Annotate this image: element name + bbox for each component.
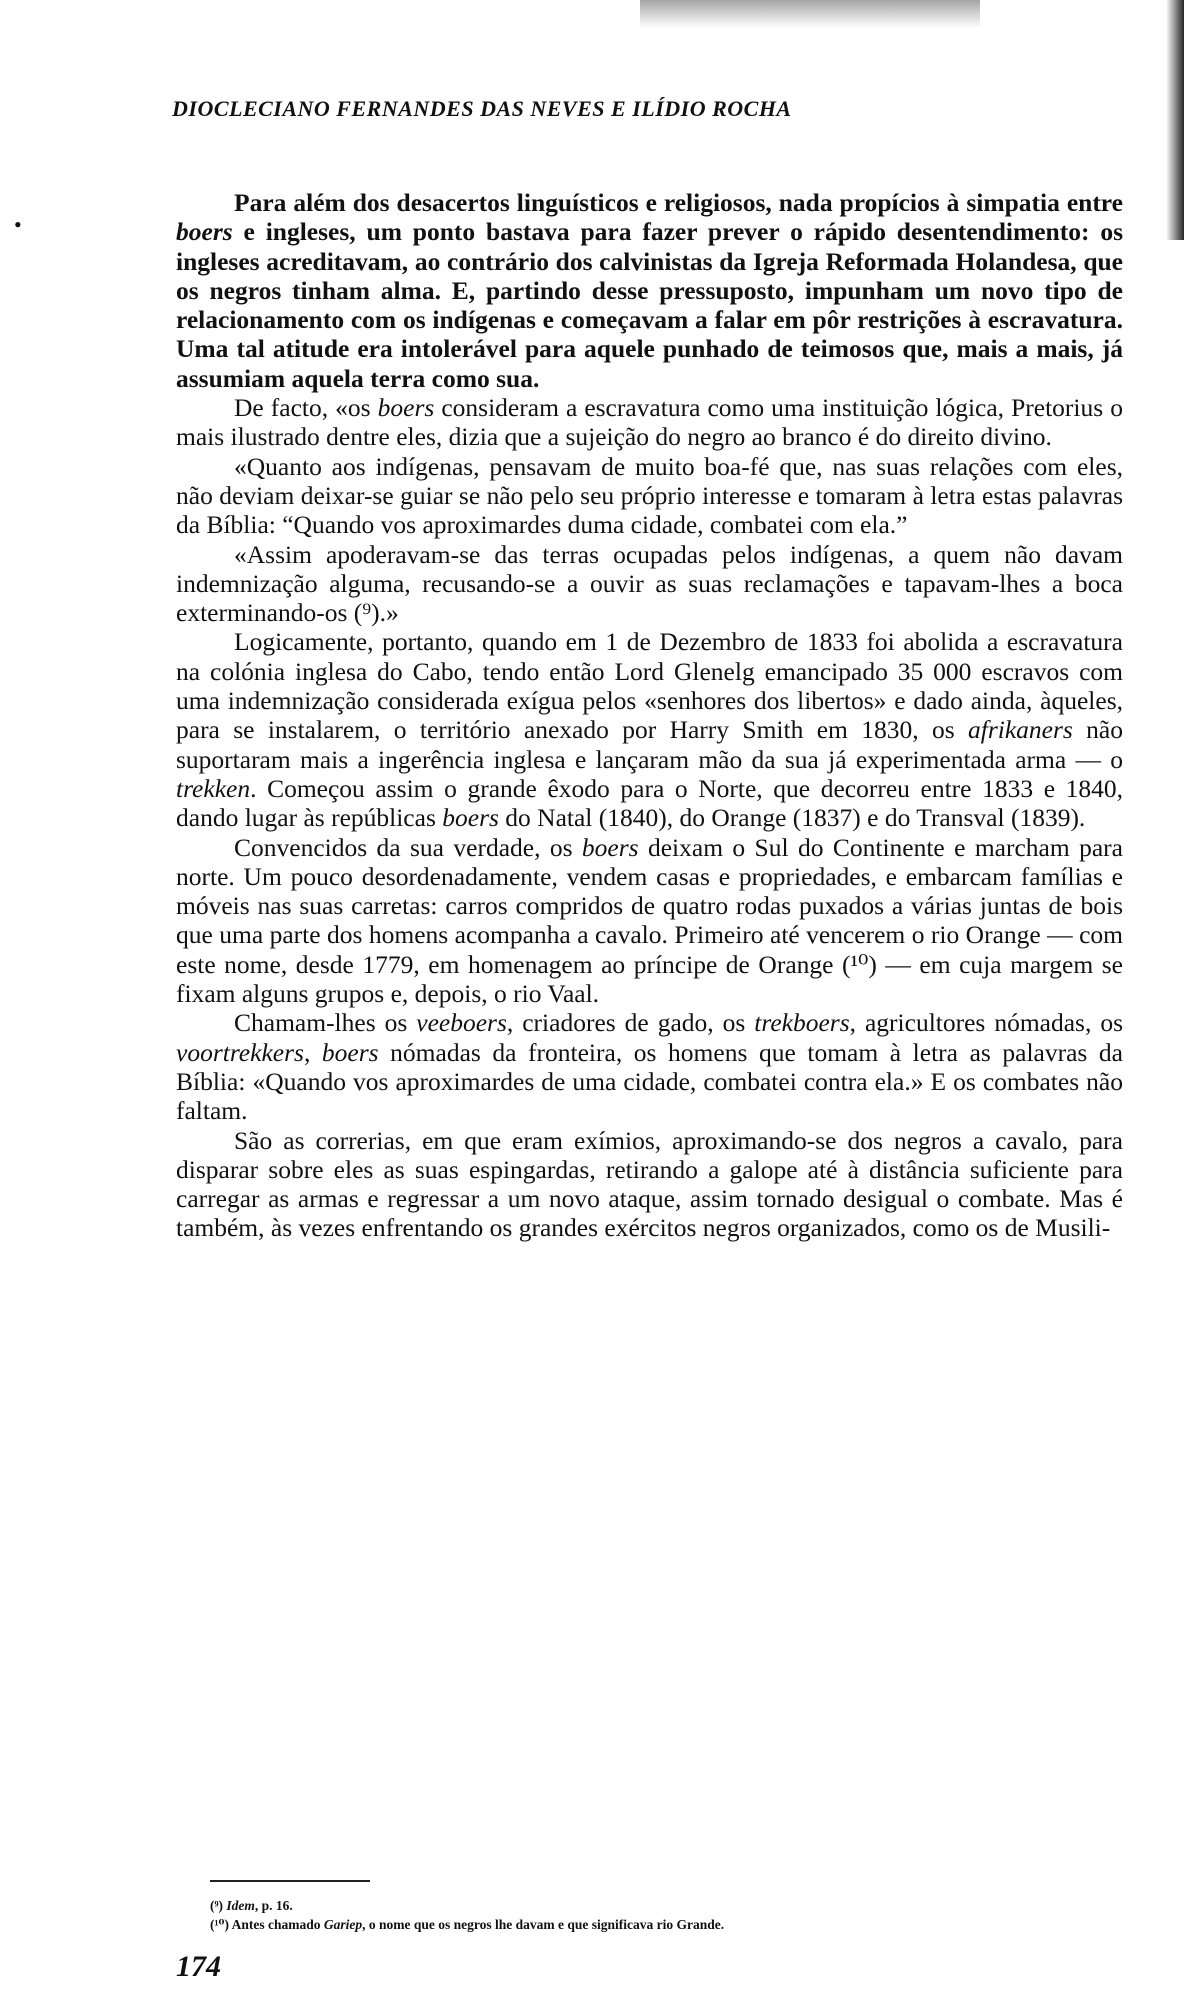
- margin-mark: •: [14, 212, 22, 237]
- paragraph: De facto, «os boers consideram a escravatura como uma instituição lógica, Pretorius o mais ilustrado dentre eles, dizia que a sujeição do negro ao branco é do direito divino.: [176, 393, 1123, 452]
- scan-shadow-right: [1166, 0, 1184, 240]
- footnote: (⁹) Idem, p. 16.: [210, 1898, 293, 1913]
- footnote: (¹⁰) Antes chamado Gariep, o nome que os negros lhe davam e que significava rio Grande.: [210, 1917, 725, 1932]
- running-head: DIOCLECIANO FERNANDES DAS NEVES E ILÍDIO ROCHA: [172, 96, 792, 121]
- page-number: 174: [176, 1950, 221, 1983]
- paragraph: «Assim apoderavam-se das terras ocupadas pelos indígenas, a quem não davam indemnização alguma, recusando-se a ouvir as suas reclamações e tapavam-lhes a boca exterminando-os (⁹).»: [176, 539, 1123, 628]
- paragraph: Para além dos desacertos linguísticos e religiosos, nada propícios à simpatia entre boers e ingleses, um ponto bastava para fazer prever o rápido desentendimento: os ingleses acreditavam, ao contrário dos calvinistas da Igreja Reformada Holandesa, que os negros tinham alma. E, partindo desse pressuposto, impunham um novo tipo de relacionamento com os indígenas e começavam a falar em pôr restrições à escravatura. Uma tal atitude era intolerável para aquele punhado de teimosos que, mais a mais, já assumiam aquela terra como sua.: [176, 188, 1123, 393]
- paragraph: São as correrias, em que eram exímios, aproximando-se dos negros a cavalo, para disparar sobre eles as suas espingardas, retirando a galope até à distância suficiente para carregar as armas e regressar a um novo ataque, assim tornado desigual o combate. Mas é também, às vezes enfrentando os grandes exércitos negros organizados, como os de Musili-: [176, 1125, 1123, 1243]
- footnote-rule: [210, 1880, 370, 1882]
- scan-shadow-top: [640, 0, 980, 28]
- paragraph: «Quanto aos indígenas, pensavam de muito boa-fé que, nas suas relações com eles, não deviam deixar-se guiar se não pelo seu próprio interesse e tomaram à letra estas palavras da Bíblia: “Quando vos aproximardes duma cidade, combatei com ela.”: [176, 451, 1123, 540]
- paragraph: Convencidos da sua verdade, os boers deixam o Sul do Continente e marcham para norte. Um pouco desordenadamente, vendem casas e propriedades, e embarcam famílias e móveis nas suas carretas: carros compridos de quatro rodas puxados a várias juntas de bois que uma parte dos homens acompanha a cavalo. Primeiro até vencerem o rio Orange — com este nome, desde 1779, em homenagem ao príncipe de Orange (¹⁰) — em cuja margem se fixam alguns grupos e, depois, o rio Vaal.: [176, 832, 1123, 1009]
- paragraph: Logicamente, portanto, quando em 1 de Dezembro de 1833 foi abolida a escravatura na colónia inglesa do Cabo, tendo então Lord Glenelg emancipado 35 000 escravos com uma indemnização considerada exígua pelos «senhores dos libertos» e dado ainda, àqueles, para se instalarem, o território anexado por Harry Smith em 1830, os afrikaners não suportaram mais a ingerência inglesa e lançaram mão da sua já experimentada arma — o trekken. Começou assim o grande êxodo para o Norte, que decorreu entre 1833 e 1840, dando lugar às repúblicas boers do Natal (1840), do Orange (1837) e do Transval (1839).: [176, 627, 1123, 833]
- paragraph: Chamam-lhes os veeboers, criadores de gado, os trekboers, agricultores nómadas, os voortrekkers, boers nómadas da fronteira, os homens que tomam à letra as palavras da Bíblia: «Quando vos aproximardes de uma cidade, combatei contra ela.» E os combates não faltam.: [176, 1008, 1124, 1126]
- body-text: [176, 188, 1123, 1243]
- footnotes: [210, 1896, 1110, 1934]
